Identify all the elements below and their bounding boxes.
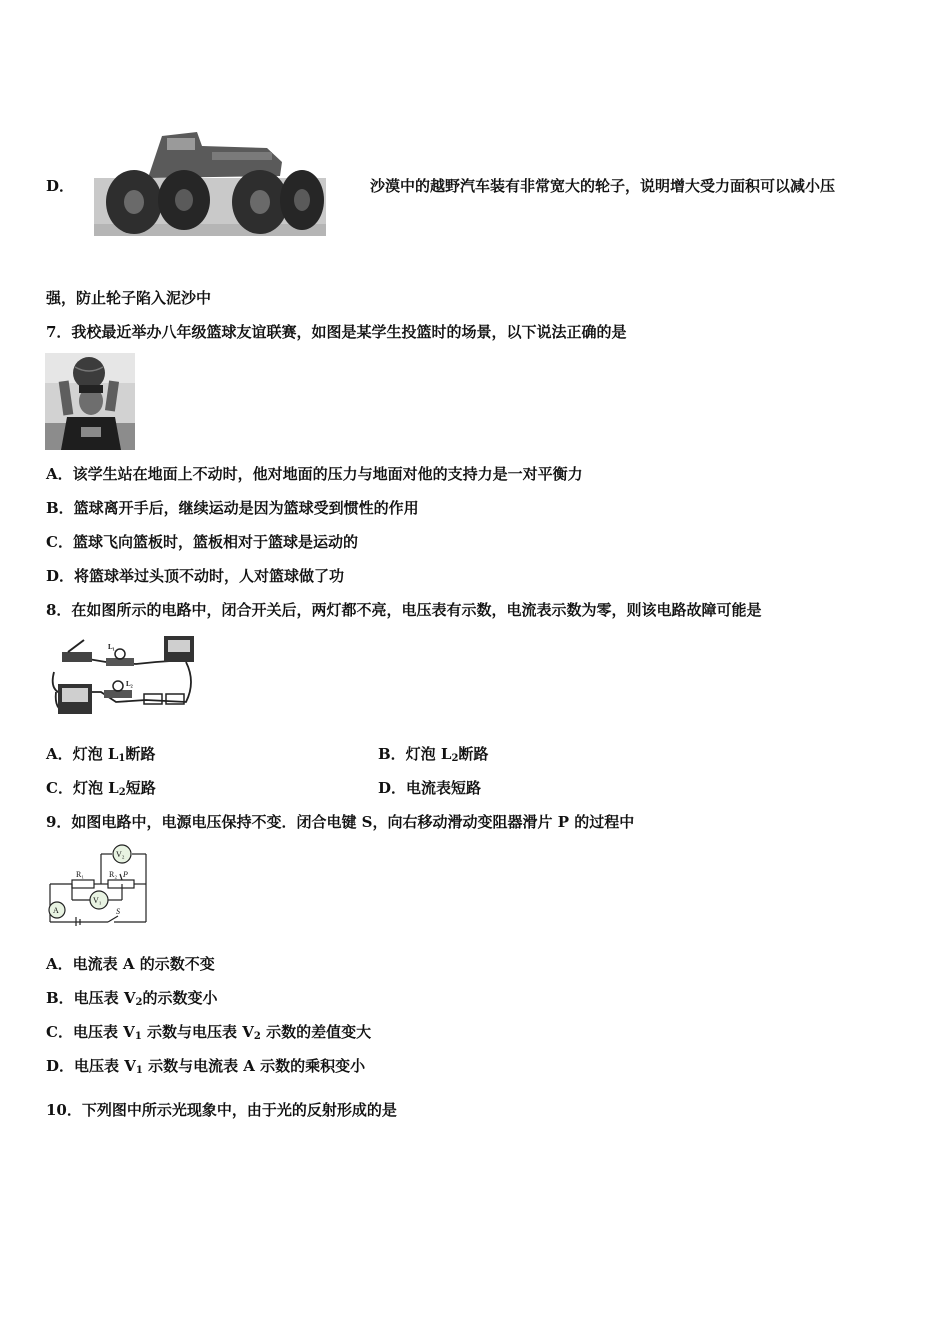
q8-stem: 8．在如图所示的电路中，闭合开关后，两灯都不亮，电压表有示数，电流表示数为零，则该电路故障可能是 — [46, 601, 762, 619]
q9-option-c-mid: 示数与电压表 V — [141, 1023, 254, 1041]
q8-option-d — [378, 778, 481, 798]
q6-option-d-text: 沙漠中的越野汽车装有非常宽大的轮子，说明增大受力面积可以减小压 — [370, 177, 836, 195]
physical-circuit-image — [46, 632, 198, 720]
circuit-diagram-q9 — [46, 844, 150, 926]
fig-label-r2: R₂ — [109, 870, 118, 879]
q9-option-b-post: 的示数变小 — [142, 989, 218, 1007]
q8-option-b-sub: 2 — [451, 753, 459, 764]
q7-stem: 7．我校最近举办八年级篮球友谊联赛，如图是某学生投篮时的场景，以下说法正确的是 — [46, 323, 627, 341]
q9-option-c — [46, 1022, 371, 1047]
q8-option-c-text: C．灯泡 L — [46, 779, 119, 797]
q6-option-d-continuation: 强，防止轮子陷入泥沙中 — [46, 289, 212, 307]
q9-option-d-post: 示数与电流表 A 示数的乘积变小 — [142, 1057, 366, 1075]
basketball-player-image — [45, 353, 135, 450]
offroad-truck-image — [92, 128, 328, 246]
q8-option-a-post: 断路 — [125, 745, 156, 763]
q9-option-a — [46, 954, 215, 974]
fig-label-a: A — [53, 906, 59, 915]
q8-option-a-text: A．灯泡 L — [46, 745, 119, 763]
q8-option-c-post: 短路 — [125, 779, 156, 797]
fig-label-v1: V₁ — [93, 896, 102, 905]
q9-option-d — [46, 1056, 365, 1081]
q9-option-c-sub2: 2 — [253, 1031, 261, 1042]
q9-option-d-text: D．电压表 V — [46, 1057, 136, 1075]
fig-label-l2: L₂ — [126, 680, 133, 688]
q9-option-b-sub: 2 — [135, 997, 143, 1008]
q9-option-b-text: B．电压表 V — [46, 989, 136, 1007]
q9-option-a-text: A．电流表 A 的示数不变 — [46, 955, 215, 973]
q10-stem: 10．下列图中所示光现象中，由于光的反射形成的是 — [46, 1101, 397, 1119]
q9-option-b — [46, 988, 218, 1013]
q8-option-c-sub: 2 — [118, 787, 126, 798]
q9-option-c-text: C．电压表 V — [46, 1023, 135, 1041]
q7-option-a: A．该学生站在地面上不动时，他对地面的压力与地面对他的支持力是一对平衡力 — [46, 465, 583, 483]
q8-option-a — [46, 744, 155, 769]
q7-option-b: B．篮球离开手后，继续运动是因为篮球受到惯性的作用 — [46, 499, 419, 517]
q7-option-c: C．篮球飞向篮板时，篮板相对于篮球是运动的 — [46, 533, 358, 551]
q7-option-d: D．将篮球举过头顶不动时，人对篮球做了功 — [46, 567, 345, 585]
fig-label-l1: L₁ — [108, 643, 115, 651]
fig-label-s: S — [116, 907, 120, 916]
q8-option-b — [378, 744, 488, 769]
fig-label-r1: R₁ — [76, 870, 85, 879]
q6-option-d-label: D． — [46, 177, 75, 195]
q8-option-b-post: 断路 — [458, 745, 489, 763]
q8-option-b-text: B．灯泡 L — [378, 745, 452, 763]
q8-option-c — [46, 778, 156, 803]
fig-label-v2: V₂ — [116, 850, 125, 859]
q9-option-c-post: 示数的差值变大 — [260, 1023, 372, 1041]
q8-option-d-text: D．电流表短路 — [378, 779, 482, 797]
fig-label-p: P — [123, 870, 128, 879]
q9-stem: 9．如图电路中，电源电压保持不变．闭合电键 S，向右移动滑动变阻器滑片 P 的过程中 — [46, 813, 635, 831]
q9-option-d-sub: 1 — [135, 1065, 143, 1076]
q9-option-c-sub1: 1 — [134, 1031, 142, 1042]
q8-option-a-sub: 1 — [118, 753, 126, 764]
